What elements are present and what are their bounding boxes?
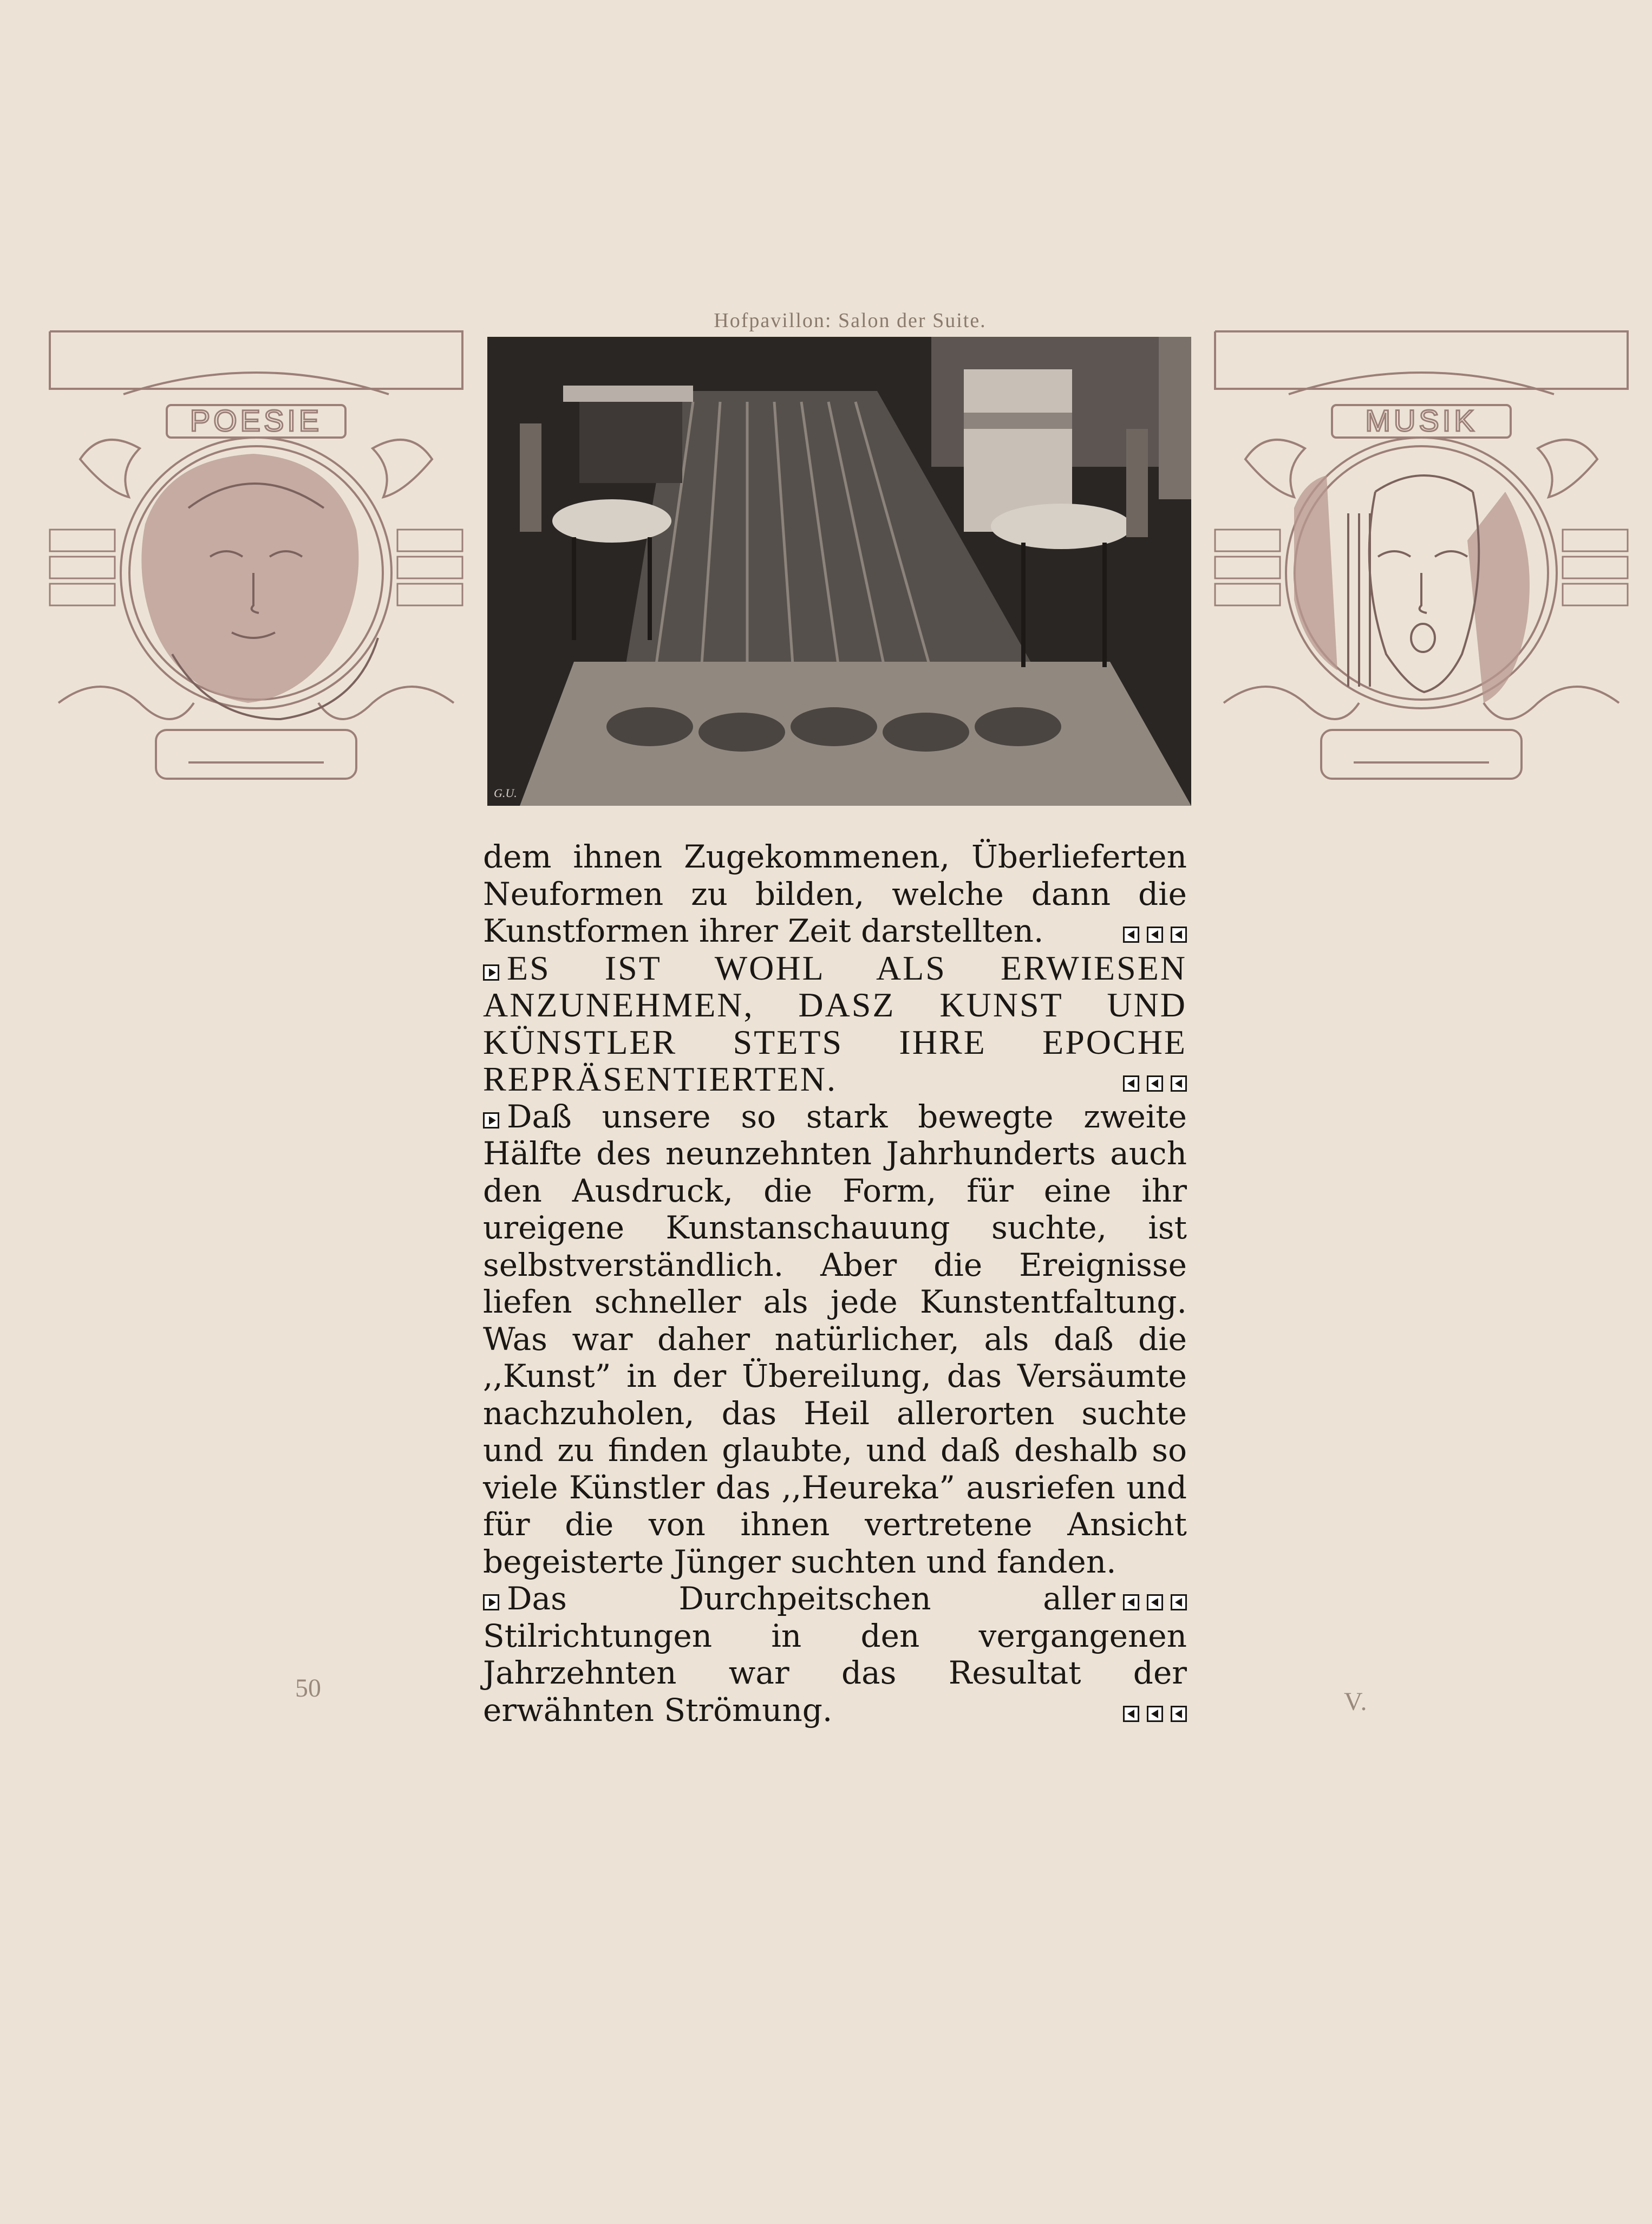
paragraph-mark-icon <box>483 1112 499 1129</box>
paragraph-3 <box>483 1098 1187 1581</box>
paragraph-4 <box>483 1580 1187 1729</box>
end-marks <box>1115 1061 1187 1098</box>
page-number: 50 <box>295 1674 321 1703</box>
poesie-vignette <box>48 329 465 795</box>
paragraph-3-text: Daß unsere so stark bewegte zweite Hälfte des neunzehnten Jahrhunderts auch den Ausdruck, die Form, für eine ihr ureigene Kunstanschauung suchte, ist selbstverständlich. Aber die Ereignisse liefen schneller als jede Kunstentfaltung. Was war daher natürlicher, als daß die ,,Kunst” in der Übereilung, das Versäumte nachzuholen, das Heil allerorten suchte und zu finden glaubte, und daß deshalb so viele Künstler das ,,Heureka” ausriefen und für die von ihnen vertretene Ansicht begeisterte Jünger suchten und fanden. <box>483 1098 1187 1580</box>
part-number: V. <box>1344 1687 1368 1716</box>
paragraph-1 <box>483 838 1187 950</box>
paragraph-mark-icon <box>483 964 499 981</box>
end-marks <box>1115 1692 1187 1729</box>
musik-vignette <box>1213 329 1630 795</box>
salon-photo <box>487 337 1191 806</box>
article-body <box>483 838 1187 1729</box>
musik-label: MUSIK <box>1365 403 1478 438</box>
paragraph-mark-icon <box>483 1594 499 1610</box>
end-marks <box>1115 912 1187 950</box>
poesie-label: POESIE <box>190 403 323 438</box>
photo-signature: G.U. <box>494 786 517 800</box>
paragraph-4-text: Das Durchpeitschen aller Stilrichtungen in den vergangenen Jahrzehnten war das Resultat der erwähnten Strömung. <box>483 1580 1187 1729</box>
paragraph-2 <box>483 950 1187 1098</box>
paragraph-1-text: dem ihnen Zugekommenen, Überlieferten Neuformen zu bilden, welche dann die Kunstformen ihrer Zeit darstellten. <box>483 838 1187 949</box>
paragraph-2-text: ES IST WOHL ALS ERWIESEN ANZUNEHMEN, DASZ KUNST UND KÜNSTLER STETS IHRE EPOCHE REPRÄSENTIERTEN. <box>483 948 1187 1098</box>
end-marks <box>1115 1580 1187 1618</box>
photo-caption: Hofpavillon: Salon der Suite. <box>714 309 987 332</box>
